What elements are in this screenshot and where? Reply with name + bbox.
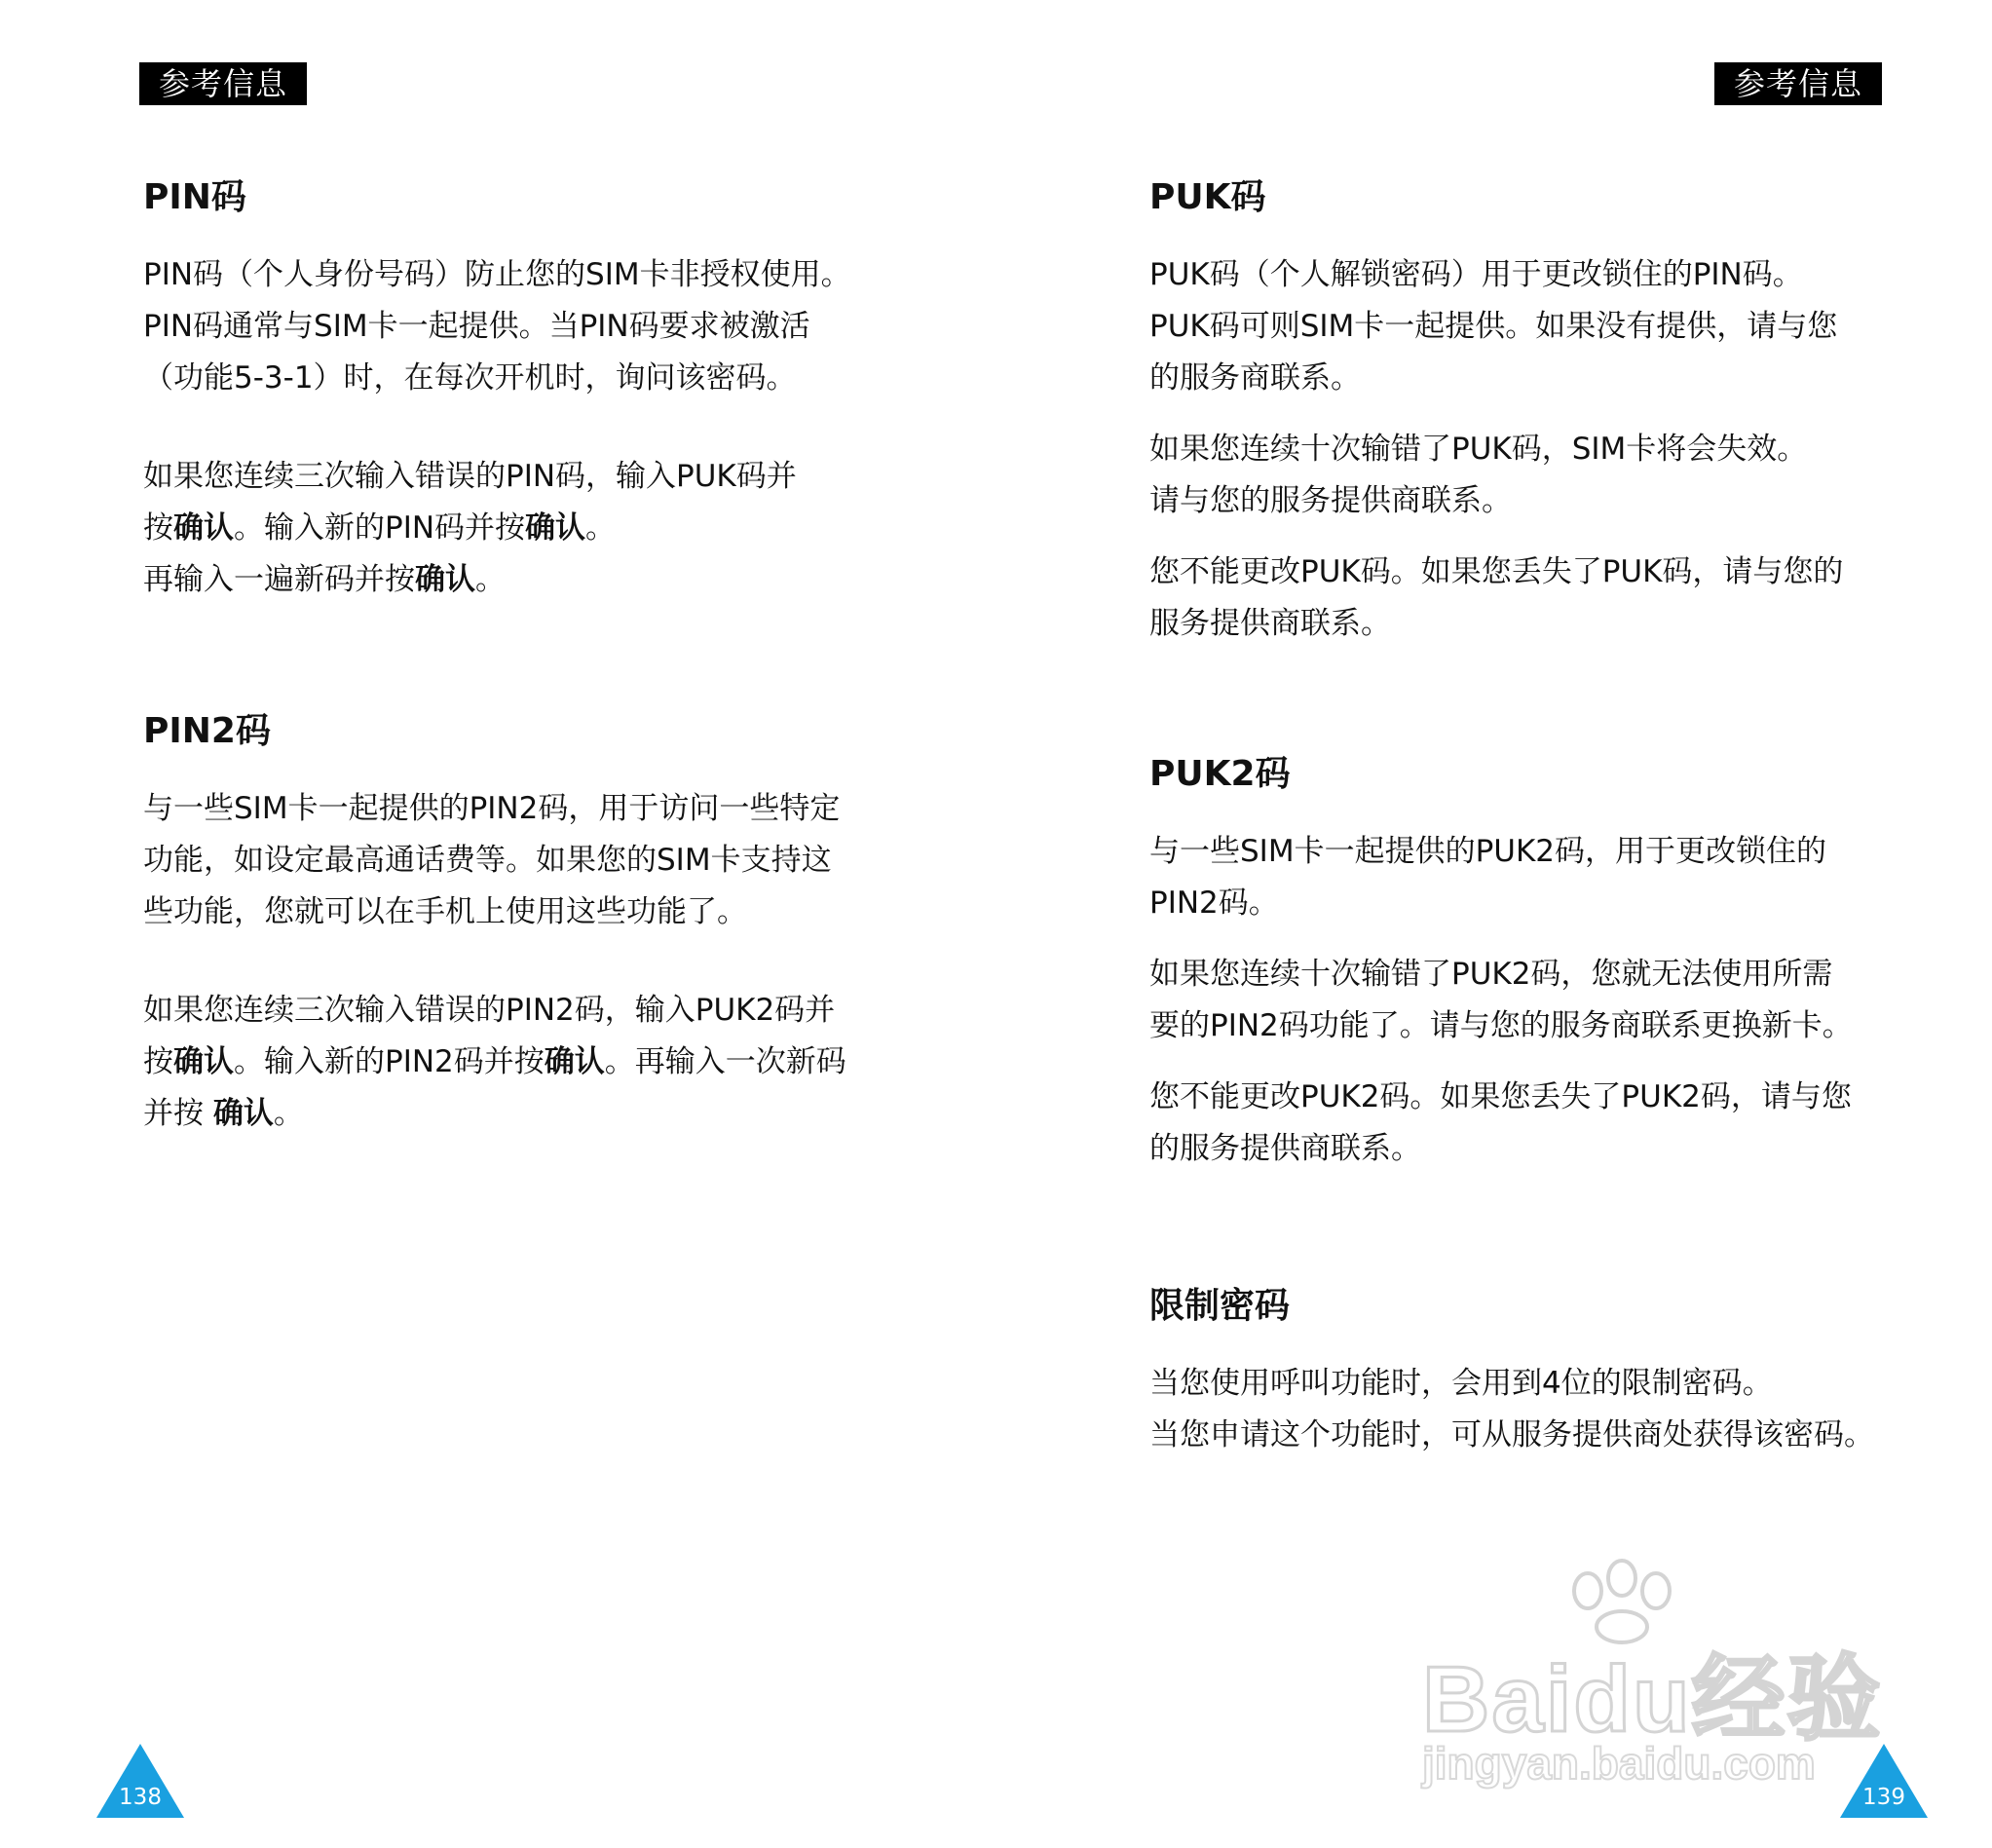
section-header-tag: 参考信息: [1714, 62, 1882, 105]
pin-text-line: PIN码（个人身份号码）防止您的SIM卡非授权使用。: [143, 257, 851, 292]
page-number-marker: [94, 1742, 186, 1820]
page-number: 139: [1862, 1785, 1905, 1810]
confirm-keyword: 确认: [212, 1096, 274, 1131]
text-fragment: 。输入新的PIN码并按: [234, 510, 526, 546]
pin-text-line: 如果您连续三次输入错误的PIN码，输入PUK码并: [143, 459, 797, 494]
pin2-text-line: [143, 1088, 846, 1140]
text-fragment: 再输入一遍新码并按: [143, 562, 415, 597]
pin-section: [143, 175, 851, 606]
pin2-text-line: 功能，如设定最高通话费等。如果您的SIM卡支持这: [143, 843, 832, 878]
text-fragment: 。: [475, 562, 506, 597]
pin2-text-line: 些功能，您就可以在手机上使用这些功能了。: [143, 894, 747, 929]
puk2-text-line: 的服务提供商联系。: [1149, 1131, 1421, 1166]
pin-text-line: （功能5-3-1）时，在每次开机时，询问该密码。: [143, 360, 797, 396]
text-fragment: 。: [585, 510, 617, 546]
watermark-brand: Baidu经验: [1422, 1647, 1883, 1752]
puk-title: PUK码: [1149, 177, 1266, 217]
pin-text-line: [143, 503, 851, 554]
puk-text-line: 服务提供商联系。: [1149, 606, 1391, 641]
pin2-title: PIN2码: [143, 711, 271, 751]
pin2-text-line: 如果您连续三次输入错误的PIN2码，输入PUK2码并: [143, 993, 836, 1028]
puk-text-line: 您不能更改PUK码。如果您丢失了PUK码，请与您的: [1149, 554, 1844, 589]
pin-title: PIN码: [143, 177, 246, 217]
pin-text-line: PIN码通常与SIM卡一起提供。当PIN码要求被激活: [143, 309, 810, 344]
barring-title: 限制密码: [1149, 1286, 1291, 1326]
puk2-text-line: 您不能更改PUK2码。如果您丢失了PUK2码，请与您: [1149, 1079, 1852, 1114]
text-fragment: 并按: [143, 1096, 213, 1131]
text-fragment: 。输入新的PIN2码并按: [234, 1044, 545, 1079]
puk-section: [1149, 175, 1843, 650]
puk2-text-line: 如果您连续十次输错了PUK2码，您就无法使用所需: [1149, 957, 1833, 992]
barring-text-line: 当您申请这个功能时，可从服务提供商处获得该密码。: [1149, 1417, 1874, 1452]
pin-text-line: [143, 554, 851, 606]
confirm-keyword: 确认: [415, 562, 475, 597]
puk2-text-line: 要的PIN2码功能了。请与您的服务商联系更换新卡。: [1149, 1008, 1853, 1043]
puk2-title: PUK2码: [1149, 754, 1291, 794]
page-number: 138: [119, 1785, 162, 1810]
barring-text-line: 当您使用呼叫功能时，会用到4位的限制密码。: [1149, 1366, 1773, 1401]
pin2-text-line: [143, 1037, 846, 1088]
watermark-url: jingyan.baidu.com: [1422, 1738, 1816, 1789]
confirm-keyword: 确认: [173, 1044, 234, 1079]
puk2-text-line: 与一些SIM卡一起提供的PUK2码，用于更改锁住的: [1149, 834, 1827, 869]
puk-text-line: PUK码（个人解锁密码）用于更改锁住的PIN码。: [1149, 257, 1803, 292]
confirm-keyword: 确认: [544, 1044, 605, 1079]
confirm-keyword: 确认: [525, 510, 586, 546]
puk2-section: [1149, 752, 1853, 1175]
baidu-watermark: [1403, 1557, 1890, 1800]
text-fragment: 。: [273, 1096, 304, 1131]
barring-section: [1149, 1284, 1874, 1461]
confirm-keyword: 确认: [173, 510, 234, 546]
puk-text-line: 请与您的服务提供商联系。: [1149, 483, 1512, 518]
text-fragment: 按: [143, 510, 173, 546]
section-header-tag: 参考信息: [139, 62, 307, 105]
pin2-section: [143, 709, 846, 1140]
puk-text-line: PUK码可则SIM卡一起提供。如果没有提供，请与您: [1149, 309, 1838, 344]
puk2-text-line: PIN2码。: [1149, 886, 1279, 921]
text-fragment: 按: [143, 1044, 173, 1079]
puk-text-line: 的服务商联系。: [1149, 360, 1361, 396]
pin2-text-line: 与一些SIM卡一起提供的PIN2码，用于访问一些特定: [143, 791, 841, 826]
text-fragment: 。再输入一次新码: [604, 1044, 846, 1079]
puk-text-line: 如果您连续十次输错了PUK码，SIM卡将会失效。: [1149, 432, 1808, 467]
